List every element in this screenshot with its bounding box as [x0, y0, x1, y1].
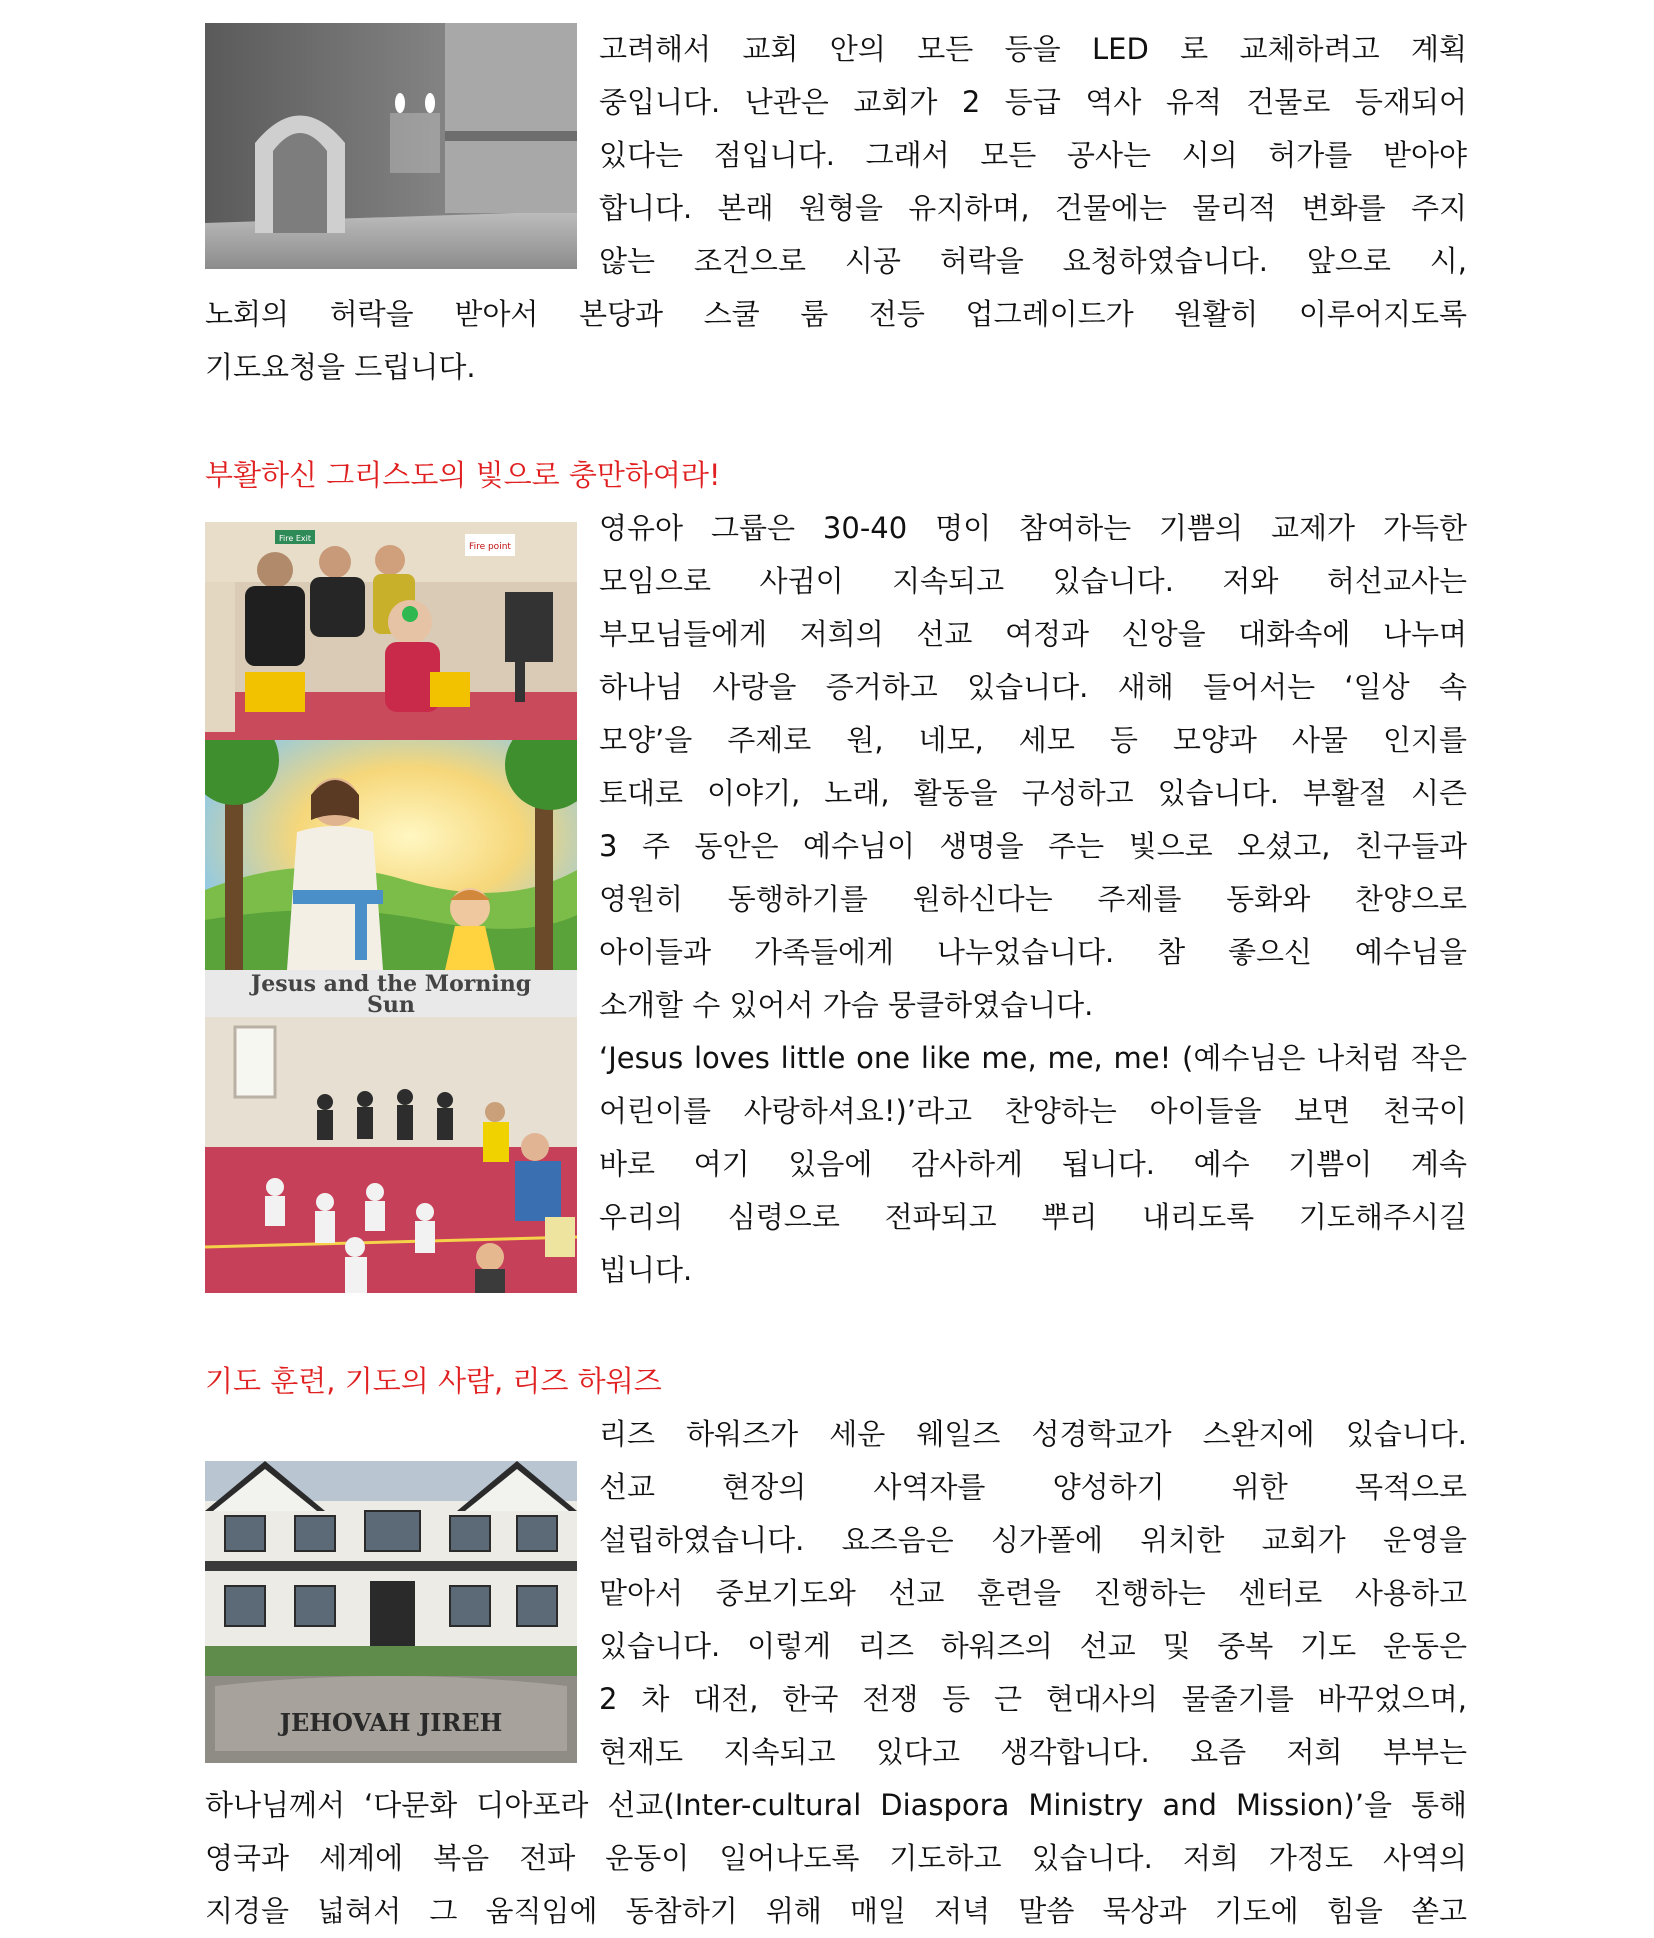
text-line: 하나님께서 ‘다문화 디아포라 선교(Inter-cultural Diaspora Ministry and Mission)’을 통해 [205, 1788, 1467, 1822]
book-title-line1: Jesus and the Morning [250, 971, 532, 997]
section2-heading: 부활하신 그리스도의 빛으로 충만하여라! [205, 458, 721, 492]
fire-exit-sign: Fire Exit [279, 534, 311, 543]
text-line: 토대로 이야기, 노래, 활동을 구성하고 있습니다. 부활절 시즌 [599, 776, 1467, 810]
text-line: 현재도 지속되고 있다고 생각합니다. 요즘 저희 부부는 [599, 1735, 1467, 1769]
text-line: 소개할 수 있어서 가슴 뭉클하였습니다. [599, 988, 1094, 1022]
text-line: 영국과 세계에 복음 전파 운동이 일어나도록 기도하고 있습니다. 저희 가정도 사역의 [205, 1841, 1467, 1875]
text-line: 바로 여기 있음에 감사하게 됩니다. 예수 기쁨이 계속 [599, 1147, 1467, 1181]
text-line: 고려해서 교회 안의 모든 등을 LED 로 교체하려고 계획 [599, 32, 1467, 66]
text-line: 영원히 동행하기를 원하신다는 주제를 동화와 찬양으로 [599, 882, 1467, 916]
text-line: 기도요청을 드립니다. [205, 350, 476, 384]
text-line: 리즈 하워즈가 세운 웨일즈 성경학교가 스완지에 있습니다. [599, 1417, 1467, 1451]
text-line: 부모님들에게 저희의 선교 여정과 신앙을 대화속에 나누며 [599, 617, 1467, 651]
text-line: 3 주 동안은 예수님이 생명을 주는 빛으로 오셨고, 친구들과 [599, 829, 1467, 863]
text-line: 어린이를 사랑하셔요!)’라고 찬양하는 아이들을 보면 천국이 [599, 1094, 1467, 1128]
text-line: 우리의 심령으로 전파되고 뿌리 내리도록 기도해주시길 [599, 1200, 1467, 1234]
book-title-line2: Sun [367, 992, 415, 1017]
jehovah-jireh-stone-text: JEHOVAH JIREH [279, 1708, 503, 1737]
text-line: 중입니다. 난관은 교회가 2 등급 역사 유적 건물로 등재되어 [599, 85, 1467, 119]
text-line: 합니다. 본래 원형을 유지하며, 건물에는 물리적 변화를 주지 [599, 191, 1467, 225]
section3-heading: 기도 훈련, 기도의 사람, 리즈 하워즈 [205, 1364, 662, 1398]
text-line: ‘Jesus loves little one like me, me, me! (예수님은 나처럼 작은 [599, 1041, 1467, 1075]
text-line: 있습니다. 이렇게 리즈 하워즈의 선교 및 중복 기도 운동은 [599, 1629, 1467, 1663]
section3-wrapped-text [205, 1408, 1467, 1779]
text-line: 지경을 넓혀서 그 움직임에 동참하기 위해 매일 저녁 말씀 묵상과 기도에 힘을 쏟고 [205, 1894, 1467, 1928]
text-line: 설립하였습니다. 요즈음은 싱가폴에 위치한 교회가 운영을 [599, 1523, 1467, 1557]
section3-full-text [205, 1779, 1467, 1938]
text-line: 영유아 그룹은 30-40 명이 참여하는 기쁨의 교제가 가득한 [599, 511, 1467, 545]
text-line: 있다는 점입니다. 그래서 모든 공사는 시의 허가를 받아야 [599, 138, 1467, 172]
text-line: 빕니다. [599, 1253, 693, 1287]
text-line: 맡아서 중보기도와 선교 훈련을 진행하는 센터로 사용하고 [599, 1576, 1467, 1610]
text-line: 하나님 사랑을 증거하고 있습니다. 새해 들어서는 ‘일상 속 [599, 670, 1467, 704]
text-line: 모양’을 주제로 원, 네모, 세모 등 모양과 사물 인지를 [599, 723, 1467, 757]
text-line: 아이들과 가족들에게 나누었습니다. 참 좋으신 예수님을 [599, 935, 1467, 969]
text-line: 노회의 허락을 받아서 본당과 스쿨 룸 전등 업그레이드가 원활히 이루어지도록 [205, 297, 1467, 331]
text-line: 모임으로 사귐이 지속되고 있습니다. 저와 허선교사는 [599, 564, 1467, 598]
section2-wrapped-text [205, 502, 1467, 1297]
fire-point-sign: Fire point [469, 542, 511, 552]
text-line: 2 차 대전, 한국 전쟁 등 근 현대사의 물줄기를 바꾸었으며, [599, 1682, 1467, 1716]
section1-full-text [205, 288, 1467, 394]
text-line: 선교 현장의 사역자를 양성하기 위한 목적으로 [599, 1470, 1467, 1504]
text-line: 않는 조건으로 시공 허락을 요청하였습니다. 앞으로 시, [599, 244, 1467, 278]
section1-wrapped-text [205, 23, 1467, 288]
